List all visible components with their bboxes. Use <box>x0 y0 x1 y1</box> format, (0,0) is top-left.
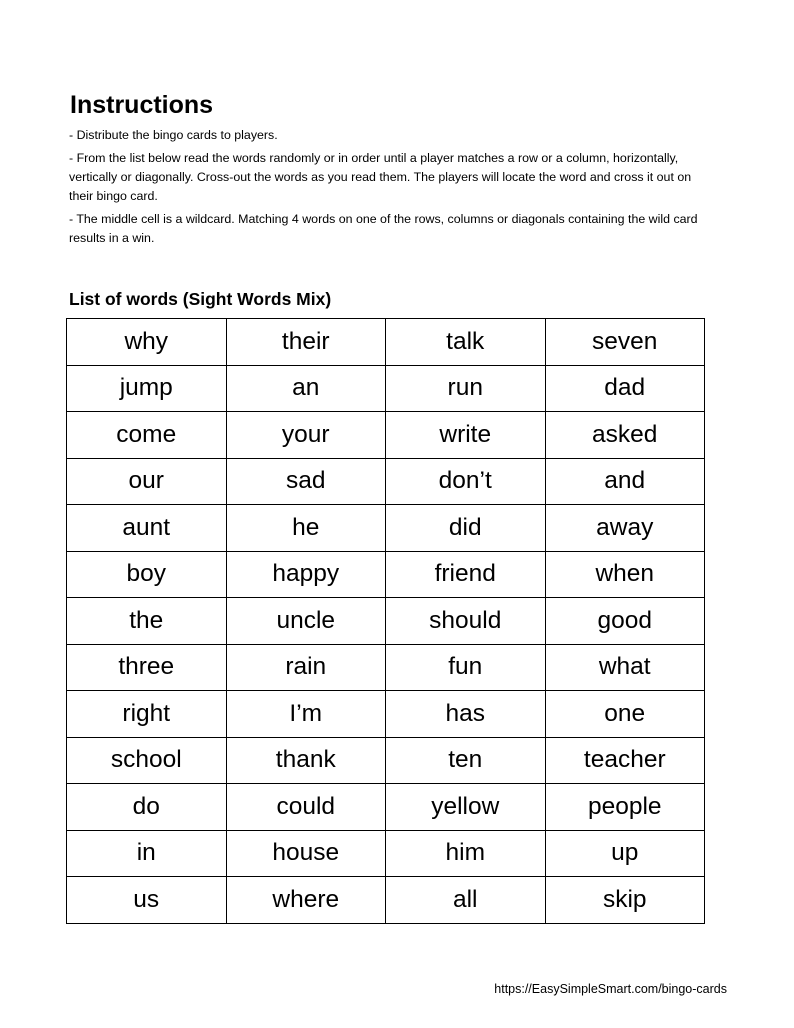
word-cell: thank <box>226 737 386 784</box>
word-list-title: List of words (Sight Words Mix) <box>69 288 332 309</box>
word-cell: seven <box>545 319 705 366</box>
word-cell: rain <box>226 644 386 691</box>
word-cell: right <box>67 691 227 738</box>
instructions-block <box>69 126 709 252</box>
table-row <box>67 691 705 738</box>
word-cell: our <box>67 458 227 505</box>
word-cell: fun <box>386 644 546 691</box>
word-cell: run <box>386 365 546 412</box>
word-cell: away <box>545 505 705 552</box>
word-cell: don’t <box>386 458 546 505</box>
instruction-item: - From the list below read the words randomly or in order until a player matches a row or a column, horizontally, vertically or diagonally. Cross-out the words as you read them. The players will locate the word and cross it out on their bingo card. <box>69 151 692 203</box>
word-cell: an <box>226 365 386 412</box>
table-row <box>67 877 705 924</box>
word-table <box>66 318 705 924</box>
word-cell: when <box>545 551 705 598</box>
word-cell: people <box>545 784 705 831</box>
word-cell: school <box>67 737 227 784</box>
word-cell: come <box>67 412 227 459</box>
word-cell: friend <box>386 551 546 598</box>
table-row <box>67 784 705 831</box>
word-cell: I’m <box>226 691 386 738</box>
word-cell: should <box>386 598 546 645</box>
word-table-body <box>67 319 705 924</box>
table-row <box>67 737 705 784</box>
word-cell: skip <box>545 877 705 924</box>
page-title: Instructions <box>70 90 214 119</box>
instruction-item: - Distribute the bingo cards to players. <box>69 128 278 142</box>
word-cell: what <box>545 644 705 691</box>
word-cell: where <box>226 877 386 924</box>
word-cell: us <box>67 877 227 924</box>
word-cell: house <box>226 830 386 877</box>
word-cell: in <box>67 830 227 877</box>
word-cell: write <box>386 412 546 459</box>
word-cell: aunt <box>67 505 227 552</box>
word-cell: three <box>67 644 227 691</box>
instruction-item: - The middle cell is a wildcard. Matching 4 words on one of the rows, columns or diagonals containing the wild card results in a win. <box>69 212 698 245</box>
word-cell: good <box>545 598 705 645</box>
word-cell: happy <box>226 551 386 598</box>
word-cell: one <box>545 691 705 738</box>
table-row <box>67 319 705 366</box>
word-cell: all <box>386 877 546 924</box>
word-cell: ten <box>386 737 546 784</box>
word-cell: jump <box>67 365 227 412</box>
table-row <box>67 365 705 412</box>
table-row <box>67 830 705 877</box>
table-row <box>67 598 705 645</box>
word-cell: your <box>226 412 386 459</box>
word-cell: and <box>545 458 705 505</box>
table-row <box>67 551 705 598</box>
footer-url: https://EasySimpleSmart.com/bingo-cards <box>494 982 727 996</box>
word-cell: why <box>67 319 227 366</box>
word-cell: could <box>226 784 386 831</box>
table-row <box>67 458 705 505</box>
word-cell: boy <box>67 551 227 598</box>
word-cell: sad <box>226 458 386 505</box>
table-row <box>67 412 705 459</box>
table-row <box>67 505 705 552</box>
word-cell: him <box>386 830 546 877</box>
word-cell: dad <box>545 365 705 412</box>
word-cell: asked <box>545 412 705 459</box>
word-cell: he <box>226 505 386 552</box>
word-cell: teacher <box>545 737 705 784</box>
word-cell: do <box>67 784 227 831</box>
word-cell: uncle <box>226 598 386 645</box>
word-cell: their <box>226 319 386 366</box>
word-cell: talk <box>386 319 546 366</box>
word-cell: up <box>545 830 705 877</box>
word-cell: did <box>386 505 546 552</box>
word-cell: yellow <box>386 784 546 831</box>
table-row <box>67 644 705 691</box>
word-cell: has <box>386 691 546 738</box>
word-cell: the <box>67 598 227 645</box>
